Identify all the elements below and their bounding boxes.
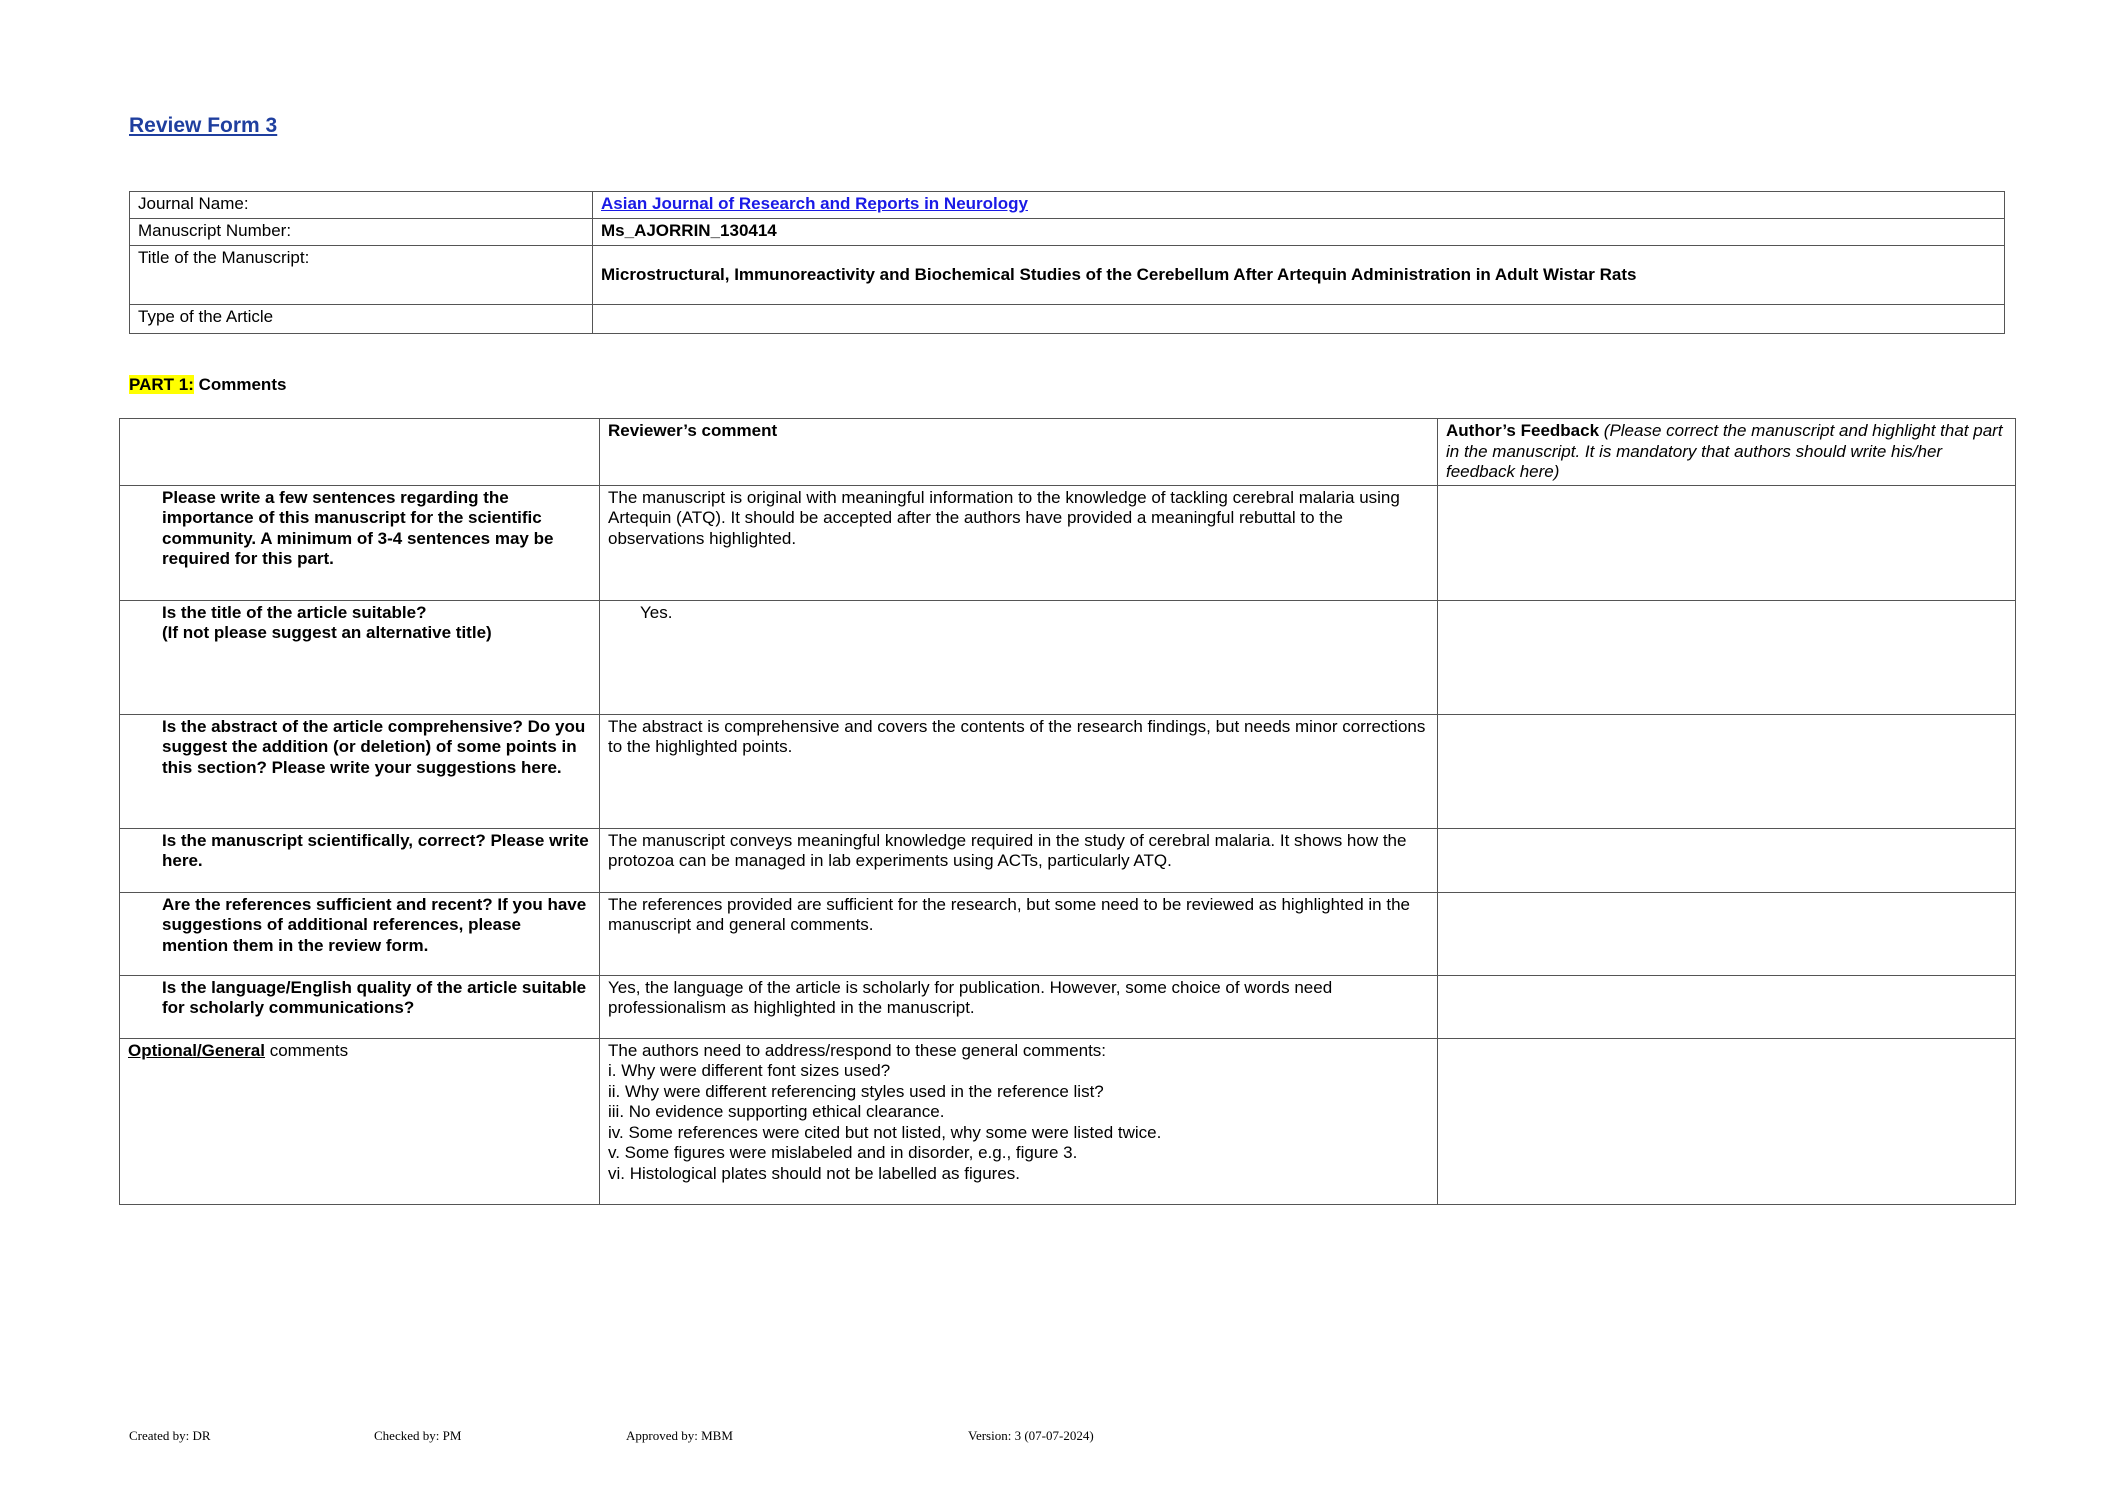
- manuscript-info-table: [129, 191, 2005, 334]
- header-reviewer-comment: Reviewer’s comment: [600, 419, 1438, 486]
- question: Is the abstract of the article comprehensive? Do you suggest the addition (or deletion) of some points in this section? Please write your suggestions here.: [120, 714, 600, 828]
- author-feedback[interactable]: [1438, 485, 2016, 600]
- header-blank: [120, 419, 600, 486]
- manuscript-number-value: Ms_AJORRIN_130414: [593, 219, 2005, 246]
- question: Is the manuscript scientifically, correct? Please write here.: [120, 828, 600, 892]
- part1-heading: [129, 375, 286, 395]
- author-feedback[interactable]: [1438, 714, 2016, 828]
- table-row: [120, 714, 2016, 828]
- optional-author-feedback[interactable]: [1438, 1038, 2016, 1204]
- author-feedback[interactable]: [1438, 892, 2016, 975]
- author-feedback[interactable]: [1438, 600, 2016, 714]
- table-row: [120, 600, 2016, 714]
- manuscript-number-label: Manuscript Number:: [130, 219, 593, 246]
- reviewer-comment: The abstract is comprehensive and covers the contents of the research findings, but needs minor corrections to the highlighted points.: [600, 714, 1438, 828]
- header-author-feedback: Author’s Feedback (Please correct the manuscript and highlight that part in the manuscript. It is mandatory that authors should write his/her feedback here): [1438, 419, 2016, 486]
- part1-label: PART 1:: [129, 375, 194, 394]
- reviewer-comment: The manuscript conveys meaningful knowledge required in the study of cerebral malaria. It shows how the protozoa can be managed in lab experiments using ACTs, particularly ATQ.: [600, 828, 1438, 892]
- journal-link[interactable]: Asian Journal of Research and Reports in Neurology: [601, 194, 1028, 213]
- question: Please write a few sentences regarding the importance of this manuscript for the scientific community. A minimum of 3-4 sentences may be required for this part.: [120, 485, 600, 600]
- comments-table: [119, 418, 2016, 1205]
- reviewer-comment: Yes.: [600, 600, 1438, 714]
- reviewer-comment: The references provided are sufficient for the research, but some need to be reviewed as highlighted in the manuscript and general comments.: [600, 892, 1438, 975]
- question: Is the language/English quality of the article suitable for scholarly communications?: [120, 975, 600, 1038]
- footer-approved: Approved by: MBM: [626, 1428, 733, 1443]
- author-feedback[interactable]: [1438, 828, 2016, 892]
- author-feedback[interactable]: [1438, 975, 2016, 1038]
- optional-row: [120, 1038, 2016, 1204]
- table-row: [120, 485, 2016, 600]
- type-label: Type of the Article: [130, 305, 593, 334]
- optional-label: Optional/General comments: [120, 1038, 600, 1204]
- part1-suffix: Comments: [193, 375, 287, 394]
- table-row: [120, 892, 2016, 975]
- reviewer-comment: Yes, the language of the article is scholarly for publication. However, some choice of words need professionalism as highlighted in the manuscript.: [600, 975, 1438, 1038]
- reviewer-comment: The manuscript is original with meaningful information to the knowledge of tackling cerebral malaria using Artequin (ATQ). It should be accepted after the authors have provided a meaningful rebuttal to the observations highlighted.: [600, 485, 1438, 600]
- title-value: Microstructural, Immunoreactivity and Biochemical Studies of the Cerebellum After Artequin Administration in Adult Wistar Rats: [593, 246, 2005, 305]
- question: Are the references sufficient and recent? If you have suggestions of additional references, please mention them in the review form.: [120, 892, 600, 975]
- question: Is the title of the article suitable? (If not please suggest an alternative title): [120, 600, 600, 714]
- table-row: [120, 828, 2016, 892]
- journal-label: Journal Name:: [130, 192, 593, 219]
- footer-version: Version: 3 (07-07-2024): [968, 1428, 1094, 1443]
- title-label: Title of the Manuscript:: [130, 246, 593, 305]
- table-row: [120, 975, 2016, 1038]
- type-value[interactable]: [593, 305, 2005, 334]
- footer-checked: Checked by: PM: [374, 1428, 462, 1443]
- optional-comment: The authors need to address/respond to these general comments: i. Why were different font sizes used? ii. Why were different referencing styles used in the reference list? iii. No evidence supporting ethical clearance. iv. Some references were cited but not listed, why some were listed twice. v. Some figures were mislabeled and in disorder, e.g., figure 3. vi. Histological plates should not be labelled as figures.: [600, 1038, 1438, 1204]
- footer-created: Created by: DR: [129, 1428, 211, 1443]
- form-title: Review Form 3: [129, 114, 278, 137]
